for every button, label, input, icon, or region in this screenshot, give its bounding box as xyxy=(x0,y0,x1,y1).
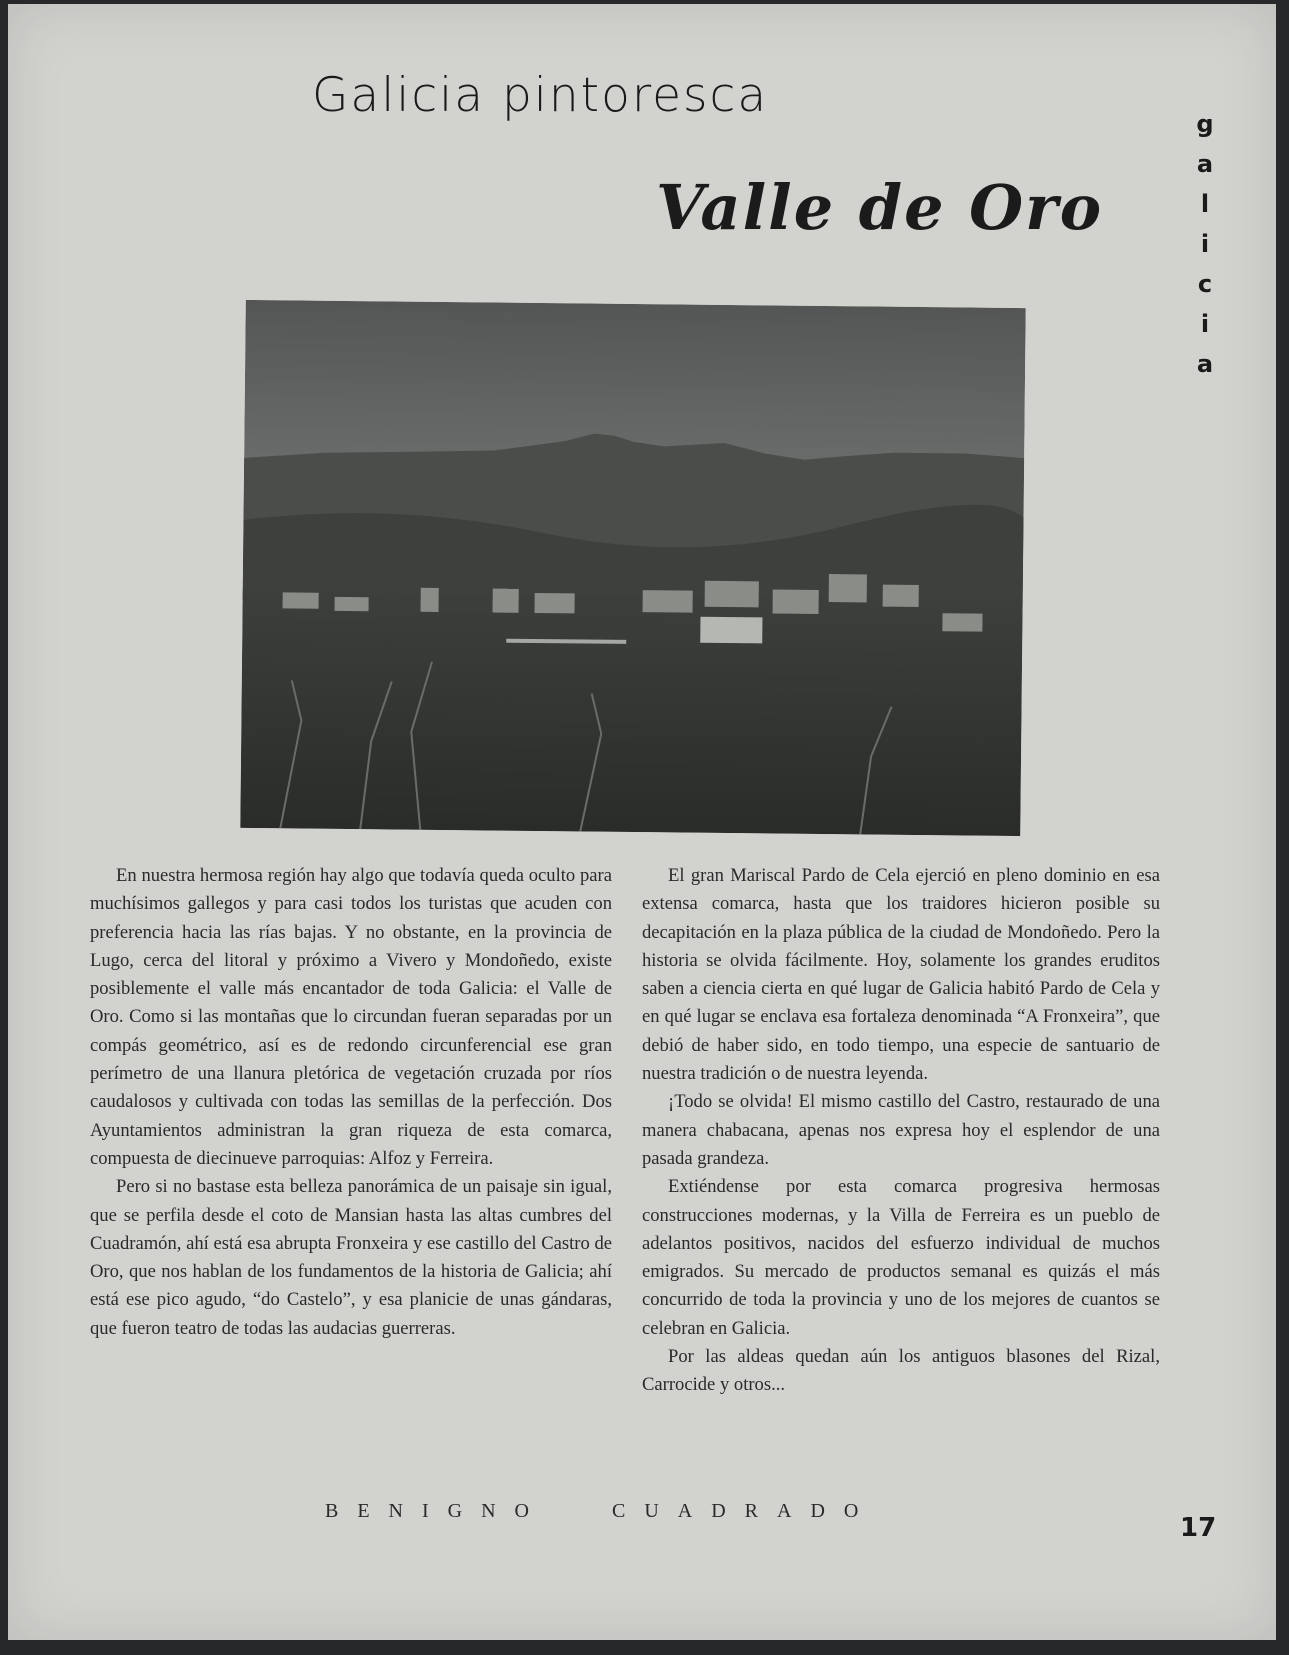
article-paragraph: Pero si no bastase esta belleza panorámica de un paisaje sin igual, que se perfila desde el coto de Mansian hasta las altas cumbres del Cuadramón, ahí está esa abrupta Fronxeira y ese castillo del Castro de Oro, que nos hablan de los fundamentos de la historia de Galicia; ahí está ese pico agudo, “do Castelo”, y esa planicie de unas gándaras, que fueron teatro de todas las audacias guerreras. xyxy=(90,1176,612,1339)
article-paragraph: Extiéndense por esta comarca progresiva hermosas construcciones modernas, y la Villa de Ferreira es un pueblo de adelantos positivos, nacidos del esfuerzo individual de muchos emigrados. Su mercado de productos semanal es quizás el más concurrido de toda la provincia y uno de los mejores de cuantos se celebran en Galicia. xyxy=(642,1176,1160,1339)
brand-letter: i xyxy=(1200,230,1210,258)
landscape-photo-icon xyxy=(240,300,1025,836)
brand-letter: c xyxy=(1197,270,1213,298)
brand-letter: l xyxy=(1200,190,1210,218)
brand-letter: i xyxy=(1200,310,1210,338)
article-column-right xyxy=(642,862,1160,1400)
brand-letter: a xyxy=(1196,350,1214,378)
article-paragraph: ¡Todo se olvida! El mismo castillo del Castro, restaurado de una manera chabacana, apenas nos expresa hoy el esplendor de una pasada grandeza. xyxy=(642,1091,1160,1169)
page-number: 17 xyxy=(1180,1513,1217,1543)
article-paragraph: Por las aldeas quedan aún los antiguos blasones del Rizal, Carrocide y otros... xyxy=(642,1346,1160,1396)
brand-letter: g xyxy=(1196,110,1214,138)
author-byline: BENIGNO CUADRADO xyxy=(325,1500,878,1522)
magazine-page xyxy=(8,4,1276,1640)
page-subtitle: Valle de Oro xyxy=(656,171,1104,244)
brand-letter: a xyxy=(1196,150,1214,178)
page-title: Galicia pintoresca xyxy=(312,68,769,123)
article-column-left xyxy=(90,862,612,1343)
article-paragraph: En nuestra hermosa región hay algo que todavía queda oculto para muchísimos gallegos y para casi todos los turistas que acuden con preferencia hacia las rías bajas. Y no obstante, en la provincia de Lugo, cerca del litoral y próximo a Vivero y Mondoñedo, existe posiblemente el valle más encantador de toda Galicia: el Valle de Oro. Como si las montañas que lo circundan fueran separadas por un compás geométrico, así es de redondo circunferencial ese gran perímetro de una llanura pletórica de vegetación cruzada por ríos caudalosos y cultivada con todas las semillas de la perfección. Dos Ayuntamientos administran la gran riqueza de esta comarca, compuesta de diecinueve parroquias: Alfoz y Ferreira. xyxy=(90,865,612,1169)
article-paragraph: El gran Mariscal Pardo de Cela ejerció en pleno dominio en esa extensa comarca, hasta que los traidores hicieron posible su decapitación en la plaza pública de la ciudad de Mondoñedo. Pero la historia se olvida fácilmente. Hoy, solamente los grandes eruditos saben a ciencia cierta en qué lugar de Galicia habitó Pardo de Cela y en qué lugar se enclava esa fortaleza denominada “A Fronxeira”, que debió de haber sido, en todo tiempo, una especie de santuario de nuestra tradición o de nuestra leyenda. xyxy=(642,865,1160,1085)
vertical-magazine-name xyxy=(1190,104,1220,384)
